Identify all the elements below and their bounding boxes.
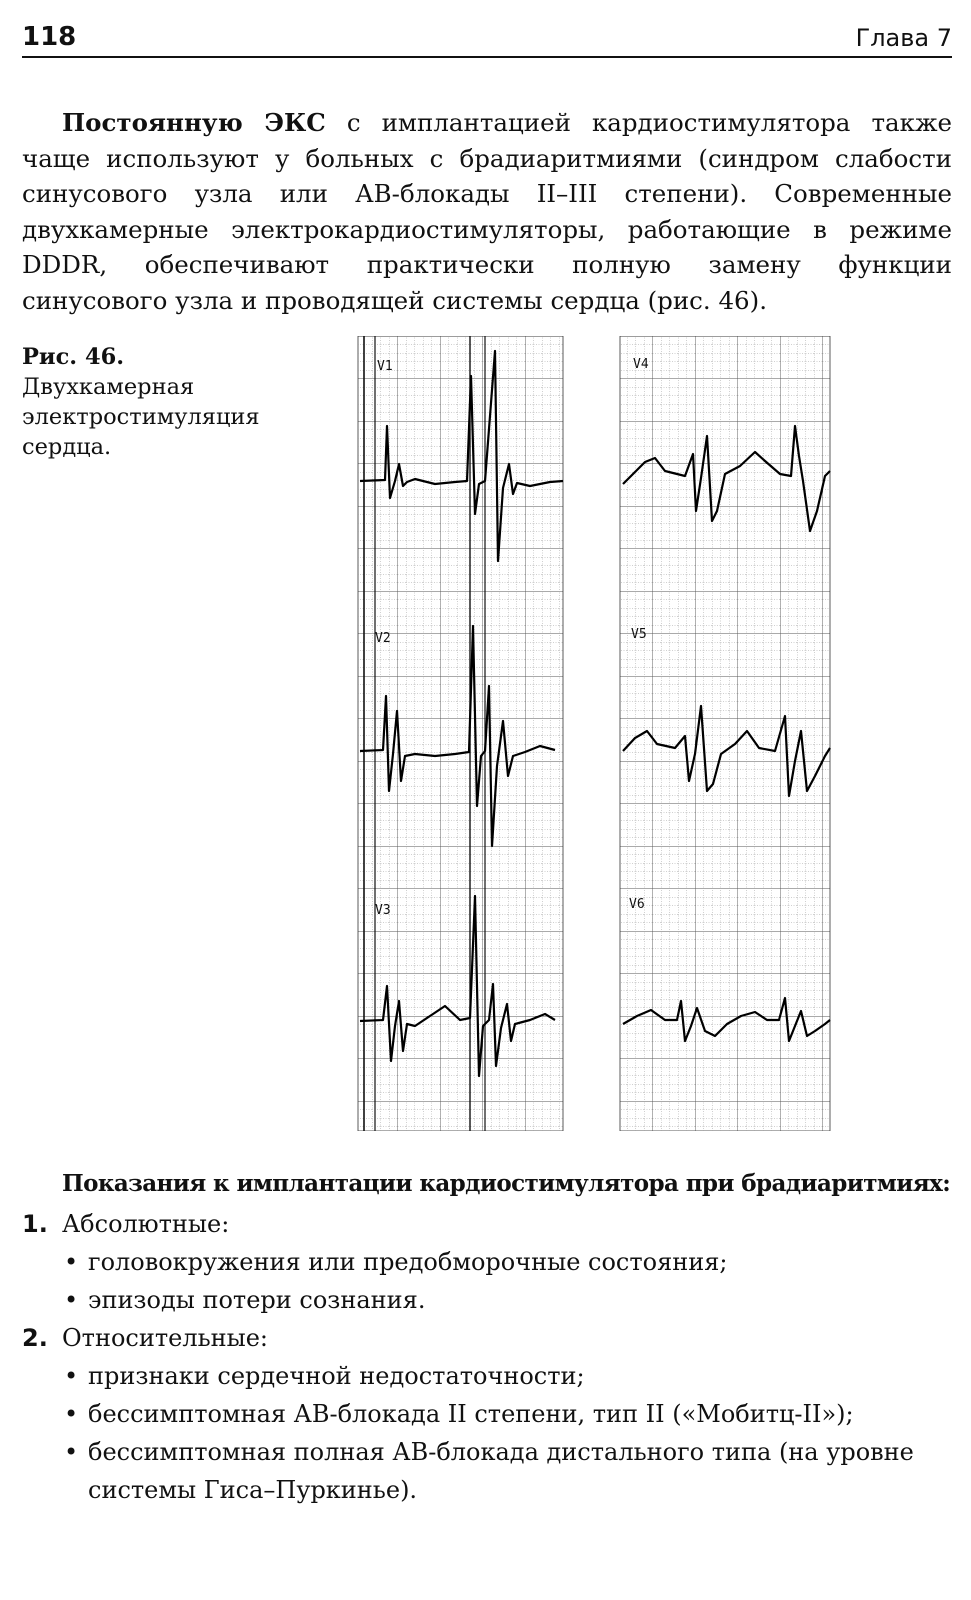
group-label: Абсолютные: xyxy=(62,1210,230,1238)
list-item: • бессимптомная полная АВ-блокада дистального типа (на уровне системы Гиса–Пуркинье). xyxy=(64,1433,952,1509)
relative-items xyxy=(22,1357,952,1509)
lead-label-v6: V6 xyxy=(629,897,645,912)
page-number: 118 xyxy=(22,22,77,52)
list-item: • эпизоды потери сознания. xyxy=(64,1281,952,1319)
ecg-figure xyxy=(355,336,845,1131)
lead-label-v3: V3 xyxy=(375,903,391,918)
figure-label: Рис. 46. xyxy=(22,344,125,370)
list-item: • головокружения или предобморочные состояния; xyxy=(64,1243,952,1281)
indication-group-absolute xyxy=(22,1205,952,1243)
intro-text: с имплантацией кардиостимулятора также чаще используют у больных с брадиаритмиями (синдром слабости синусового узла или АВ-блокады II–III степени). Современные двухкамерные электрокардиостимуляторы, работающие в режиме DDDR, обеспечивают практически полную замену функции синусового узла и проводящей системы сердца (рис. 46). xyxy=(22,108,952,315)
group-number: 2. xyxy=(22,1324,48,1352)
absolute-items xyxy=(22,1243,952,1319)
group-number: 1. xyxy=(22,1210,48,1238)
lead-label-v4: V4 xyxy=(633,357,649,372)
indications-list xyxy=(22,1205,952,1509)
indications-title: Показания к имплантации кардиостимулятора при брадиаритмиях: xyxy=(62,1170,951,1197)
list-item: • бессимптомная АВ-блокада II степени, тип II («Мобитц-II»); xyxy=(64,1395,952,1433)
chapter-title: Глава 7 xyxy=(855,24,952,52)
list-item: • признаки сердечной недостаточности; xyxy=(64,1357,952,1395)
lead-label-v1: V1 xyxy=(377,359,393,374)
figure-caption-text: Двухкамерная электростимуляция сердца. xyxy=(22,374,260,460)
indication-group-relative xyxy=(22,1319,952,1357)
page-header xyxy=(22,22,952,58)
figure-caption xyxy=(22,342,272,462)
lead-label-v2: V2 xyxy=(375,631,391,646)
lead-label-v5: V5 xyxy=(631,627,647,642)
group-label: Относительные: xyxy=(62,1324,269,1352)
intro-paragraph xyxy=(22,105,952,318)
intro-lead: Постоянную ЭКС xyxy=(62,108,326,137)
